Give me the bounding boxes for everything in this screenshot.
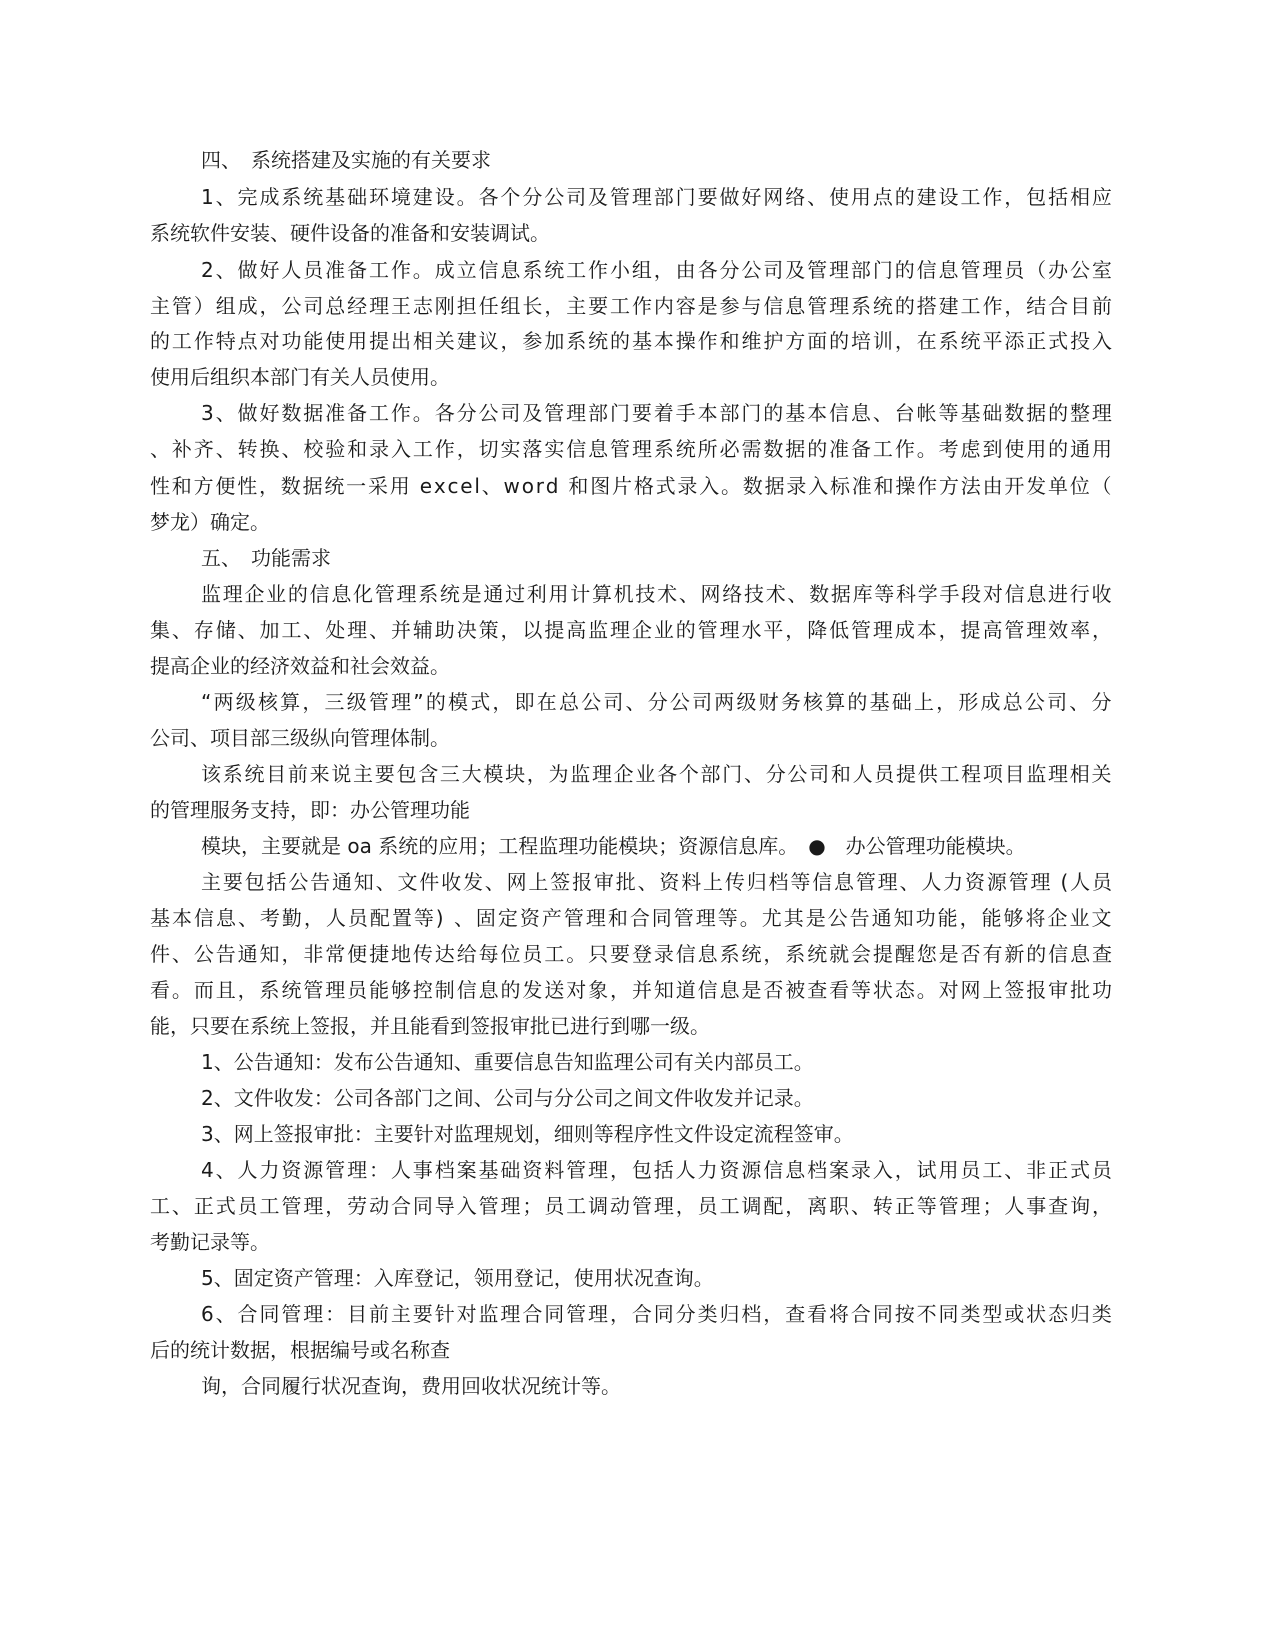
paragraph-line: 基 本 信 息 、 考 勤 ， 人 员 配 置 等 ) 、 固 定 资 产 管 理 和 合 同 管 理 等 。 尤 其 是 公 告 通 知 功 能 ， 能 够 将 企 业 文	[150, 906, 1112, 930]
paragraph-line: 的 工 作 特 点 对 功 能 使 用 提 出 相 关 建 议 ， 参 加 系 统 的 基 本 操 作 和 维 护 方 面 的 培 训 ， 在 系 统 平 添 正 式 投 入	[150, 329, 1112, 353]
paragraph-line: 能，只要在系统上签报，并且能看到签报审批已进行到哪一级。	[150, 1014, 710, 1038]
paragraph-line: “ 两 级 核 算 ， 三 级 管 理 ” 的 模 式 ， 即 在 总 公 司 、 分 公 司 两 级 财 务 核 算 的 基 础 上 ， 形 成 总 公 司 、 分	[201, 690, 1112, 714]
section-heading-5: 五、 功能需求	[201, 546, 331, 570]
paragraph-line: 工 、 正 式 员 工 管 理 ， 劳 动 合 同 导 入 管 理 ； 员 工 调 动 管 理 ， 员 工 调 配 ， 离 职 、 转 正 等 管 理 ； 人 事 查 询 ，	[150, 1194, 1112, 1218]
paragraph-line: 询，合同履行状况查询，费用回收状况统计等。	[201, 1374, 621, 1398]
paragraph-line: 的管理服务支持，即：办公管理功能	[150, 798, 470, 822]
paragraph-line: 该 系 统 目 前 来 说 主 要 包 含 三 大 模 块 ， 为 监 理 企 业 各 个 部 门 、 分 公 司 和 人 员 提 供 工 程 项 目 监 理 相 关	[201, 762, 1112, 786]
paragraph-line: 模块，主要就是 oa 系统的应用；工程监理功能模块；资源信息库。 ● 办公管理功能模块。	[201, 834, 1026, 858]
paragraph-line: 性 和 方 便 性 ， 数 据 统 一 采 用 e x c e l 、 w o r d 和 图 片 格 式 录 入 。 数 据 录 入 标 准 和 操 作 方 法 由 开 发 单 位 （	[150, 474, 1112, 498]
list-item: 4 、 人 力 资 源 管 理 ： 人 事 档 案 基 础 资 料 管 理 ， 包 括 人 力 资 源 信 息 档 案 录 入 ， 试 用 员 工 、 非 正 式 员	[201, 1158, 1112, 1182]
section-heading-4: 四、 系统搭建及实施的有关要求	[201, 148, 491, 172]
paragraph-line: 主 管 ） 组 成 ， 公 司 总 经 理 王 志 刚 担 任 组 长 ， 主 要 工 作 内 容 是 参 与 信 息 管 理 系 统 的 搭 建 工 作 ， 结 合 目 前	[150, 294, 1112, 318]
paragraph-line: 、 补 齐 、 转 换 、 校 验 和 录 入 工 作 ， 切 实 落 实 信 息 管 理 系 统 所 必 需 数 据 的 准 备 工 作 。 考 虑 到 使 用 的 通 用	[150, 437, 1112, 461]
paragraph-line: 集 、 存 储 、 加 工 、 处 理 、 并 辅 助 决 策 ， 以 提 高 监 理 企 业 的 管 理 水 平 ， 降 低 管 理 成 本 ， 提 高 管 理 效 率 ，	[150, 618, 1112, 642]
paragraph-line: 1 、 完 成 系 统 基 础 环 境 建 设 。 各 个 分 公 司 及 管 理 部 门 要 做 好 网 络 、 使 用 点 的 建 设 工 作 ， 包 括 相 应	[201, 185, 1112, 209]
paragraph-line: 后的统计数据，根据编号或名称查	[150, 1338, 450, 1362]
list-item: 2、文件收发：公司各部门之间、公司与分公司之间文件收发并记录。	[201, 1086, 814, 1110]
paragraph-line: 监 理 企 业 的 信 息 化 管 理 系 统 是 通 过 利 用 计 算 机 技 术 、 网 络 技 术 、 数 据 库 等 科 学 手 段 对 信 息 进 行 收	[201, 582, 1112, 606]
list-item: 1、公告通知：发布公告通知、重要信息告知监理公司有关内部员工。	[201, 1050, 814, 1074]
paragraph-line: 3 、 做 好 数 据 准 备 工 作 。 各 分 公 司 及 管 理 部 门 要 着 手 本 部 门 的 基 本 信 息 、 台 帐 等 基 础 数 据 的 整 理	[201, 401, 1112, 425]
paragraph-line: 件 、 公 告 通 知 ， 非 常 便 捷 地 传 达 给 每 位 员 工 。 只 要 登 录 信 息 系 统 ， 系 统 就 会 提 醒 您 是 否 有 新 的 信 息 查	[150, 942, 1112, 966]
list-item: 6 、 合 同 管 理 ： 目 前 主 要 针 对 监 理 合 同 管 理 ， 合 同 分 类 归 档 ， 查 看 将 合 同 按 不 同 类 型 或 状 态 归 类	[201, 1302, 1112, 1326]
paragraph-line: 系统软件安装、硬件设备的准备和安装调试。	[150, 221, 550, 245]
paragraph-line: 提高企业的经济效益和社会效益。	[150, 654, 450, 678]
paragraph-line: 梦龙）确定。	[150, 510, 270, 534]
paragraph-line: 2 、 做 好 人 员 准 备 工 作 。 成 立 信 息 系 统 工 作 小 组 ， 由 各 分 公 司 及 管 理 部 门 的 信 息 管 理 员 （ 办 公 室	[201, 258, 1112, 282]
paragraph-line: 主 要 包 括 公 告 通 知 、 文 件 收 发 、 网 上 签 报 审 批 、 资 料 上 传 归 档 等 信 息 管 理 、 人 力 资 源 管 理 ( 人 员	[201, 870, 1112, 894]
paragraph-line: 考勤记录等。	[150, 1230, 270, 1254]
paragraph-line: 看 。 而 且 ， 系 统 管 理 员 能 够 控 制 信 息 的 发 送 对 象 ， 并 知 道 信 息 是 否 被 查 看 等 状 态 。 对 网 上 签 报 审 批 功	[150, 978, 1112, 1002]
paragraph-line: 使用后组织本部门有关人员使用。	[150, 365, 450, 389]
list-item: 3、网上签报审批：主要针对监理规划，细则等程序性文件设定流程签审。	[201, 1122, 854, 1146]
list-item: 5、固定资产管理：入库登记，领用登记，使用状况查询。	[201, 1266, 714, 1290]
paragraph-line: 公司、项目部三级纵向管理体制。	[150, 726, 450, 750]
